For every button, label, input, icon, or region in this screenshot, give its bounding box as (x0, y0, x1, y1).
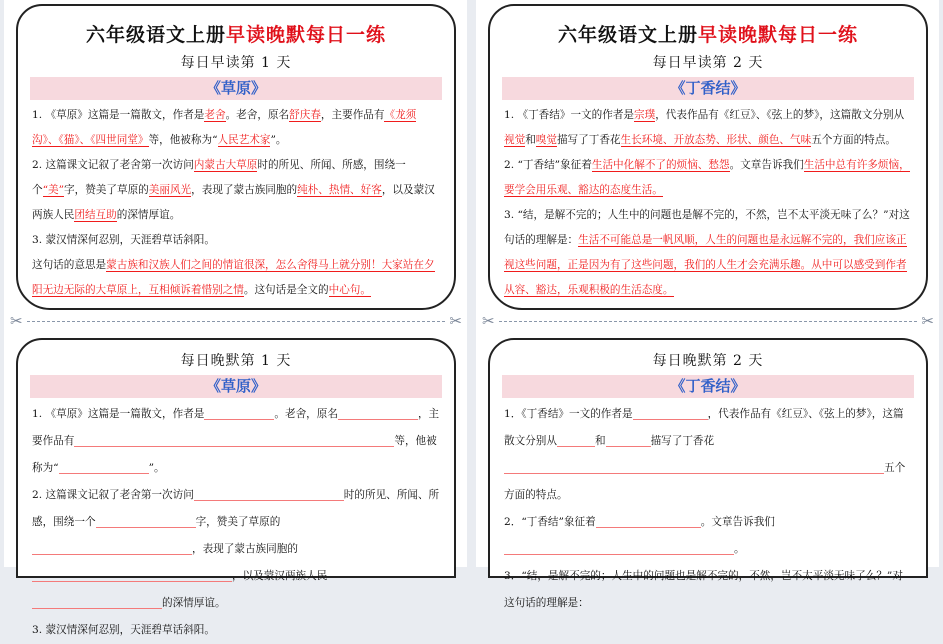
paragraph (504, 401, 912, 509)
question-text: 2. “丁香结”象征着 (504, 159, 592, 171)
question-text: 2. 这篇课文记叙了老舍第一次访问 (32, 159, 194, 171)
content (490, 398, 926, 617)
lesson-title: 《丁香结》 (502, 375, 914, 398)
fill-in-blank[interactable] (32, 595, 162, 609)
question-text: 。老舍，原名 (274, 408, 338, 420)
answer-text: 人民艺术家 (217, 134, 271, 146)
question-text: ，代表作品有《红豆》、《弦上的梦》，这篇散文分别从 (504, 408, 904, 447)
morning-reading-card (16, 4, 456, 310)
fill-in-blank[interactable] (204, 406, 274, 420)
answer-text: “美” (42, 184, 65, 196)
question-text: 。 (734, 543, 745, 555)
dashed-line (27, 321, 446, 322)
question-text: 描写了丁香花 (556, 134, 621, 146)
content (490, 100, 926, 303)
fill-in-blank[interactable] (59, 460, 149, 474)
paragraph (32, 482, 440, 617)
title-red: 早读晚默每日一练 (226, 24, 387, 46)
worksheet-page-2 (476, 0, 939, 609)
question-text: 3. “结，是解不完的；人生中的问题也是解不完的，不然，岂不太平淡无味了么？”对这句话的理解是： (504, 209, 910, 246)
fill-in-blank[interactable] (504, 460, 884, 474)
fill-in-blank[interactable] (32, 541, 192, 555)
paragraph (32, 253, 440, 303)
worksheet-title (18, 20, 454, 47)
answer-text: 舒庆春 (289, 109, 321, 121)
lesson-title: 《草原》 (30, 77, 442, 100)
fill-in-blank[interactable] (74, 433, 394, 447)
scissors-icon: ✂ (10, 312, 23, 330)
fill-in-blank[interactable] (504, 541, 734, 555)
morning-reading-card (488, 4, 928, 310)
answer-text: 生活不可能总是一帆风顺，人生的问题也是永远解不完的，我们应该正视这些问题，正是因为有了这些问题，我们的人生才会充满乐趣。从中可以感受到作者从容、豁达，乐观积极的生活态度。 (504, 234, 907, 296)
question-text: ”。 (148, 462, 165, 474)
answer-text: 宗璞 (634, 109, 656, 121)
fill-in-blank[interactable] (633, 406, 708, 420)
question-text: 五个方面的特点。 (811, 134, 896, 146)
answer-text: 美丽风光 (148, 184, 192, 196)
fill-in-blank[interactable] (557, 433, 595, 447)
answer-text: 《龙须沟》、《猫》、《四世同堂》 (32, 109, 417, 146)
worksheet-page-1 (4, 0, 467, 636)
answer-text: 嗅觉 (535, 134, 557, 146)
fill-in-blank[interactable] (596, 514, 701, 528)
question-text: 1. 《草原》这篇是一篇散文，作者是 (32, 408, 205, 420)
lesson-title: 《草原》 (30, 375, 442, 398)
question-text: ，表现了蒙古族同胞的 (191, 184, 298, 196)
answer-text: 中心句。 (328, 284, 371, 296)
question-text: 3．“结，是解不完的；人生中的问题也是解不完的，不然，岂不太平淡无味了么？”对这句话的理解是： (504, 570, 903, 609)
paragraph (504, 509, 912, 563)
answer-text: 视觉 (504, 134, 526, 146)
cut-line-divider (10, 314, 462, 328)
fill-in-blank[interactable] (32, 568, 232, 582)
answer-text: 纯朴、热情、好客 (297, 184, 382, 196)
paragraph (504, 103, 912, 153)
answer-text: 老舍 (204, 109, 226, 121)
question-text: 时的所见、所闻、所感，围绕一个 (32, 489, 440, 528)
question-text: 。文章告诉我们 (700, 516, 775, 528)
worksheet-title (490, 20, 926, 47)
question-text: 。这句话是全文的 (243, 284, 329, 296)
fill-in-blank[interactable] (606, 433, 651, 447)
question-text: 字，赞美了草原的 (64, 184, 149, 196)
title-red: 早读晚默每日一练 (698, 24, 859, 46)
question-text: 。文章告诉我们 (729, 159, 804, 171)
content (18, 100, 454, 303)
day-subtitle: 每日晚默第 2 天 (652, 353, 764, 369)
paragraph (504, 153, 912, 203)
title-black: 六年级语文上册 (557, 24, 698, 46)
answer-text: 内蒙古大草原 (193, 159, 258, 171)
answer-text: 蒙古族和汉族人们之间的情谊很深，怎么舍得马上就分别！大家站在夕阳无边无际的大草原上，互相倾诉着惜别之情 (32, 259, 435, 296)
question-text: 描写了丁香花 (650, 435, 715, 447)
question-text: 字，赞美了草原的 (195, 516, 281, 528)
paragraph (32, 153, 440, 228)
paragraph (32, 103, 440, 153)
fill-in-blank[interactable] (194, 487, 344, 501)
answer-text: 生活中化解不了的烦恼、愁怨 (591, 159, 730, 171)
scissors-icon: ✂ (449, 312, 462, 330)
question-text: 的深情厚谊。 (116, 209, 181, 221)
day-subtitle: 每日早读第 2 天 (652, 55, 764, 71)
fill-in-blank[interactable] (338, 406, 418, 420)
answer-text: 团结互助 (74, 209, 117, 221)
answer-text: 生长环境、开放态势、形状、颜色、气味 (620, 134, 812, 146)
scissors-icon: ✂ (482, 312, 495, 330)
question-text: 1. 《丁香结》一文的作者是 (504, 109, 635, 121)
dashed-line (499, 321, 918, 322)
question-text: 2．“丁香结”象征着 (504, 516, 596, 528)
paragraph (504, 563, 912, 617)
cut-line-divider (482, 314, 934, 328)
question-text: 3. 蒙汉情深何忍别，天涯碧草话斜阳。 (32, 624, 215, 636)
question-text: 和 (594, 435, 606, 447)
question-text: ，以及蒙汉两族人民 (32, 184, 435, 221)
question-text: 。老舍，原名 (225, 109, 290, 121)
question-text: 1．《丁香结》一文的作者是 (504, 408, 633, 420)
question-text: ，以及蒙汉两族人民 (232, 570, 328, 582)
question-text: 2. 这篇课文记叙了老舍第一次访问 (32, 489, 194, 501)
lesson-title: 《丁香结》 (502, 77, 914, 100)
fill-in-blank[interactable] (96, 514, 196, 528)
question-text: 时的所见、所闻、所感，围绕一个 (32, 159, 406, 196)
question-text: ，代表作品有《红豆》、《弦上的梦》，这篇散文分别从 (655, 109, 905, 121)
paragraph (32, 617, 440, 644)
day-subtitle: 每日晚默第 1 天 (180, 353, 292, 369)
question-text: 五个方面的特点。 (504, 462, 906, 501)
question-text: ”。 (270, 134, 287, 146)
day-subtitle: 每日早读第 1 天 (180, 55, 292, 71)
evening-dictation-card (488, 338, 928, 609)
scissors-icon: ✂ (921, 312, 934, 330)
question-text: 1. 《草原》这篇是一篇散文，作者是 (32, 109, 205, 121)
evening-dictation-card (16, 338, 456, 636)
question-text: 等，他被称为“ (148, 134, 218, 146)
paragraph (32, 401, 440, 482)
question-text: 3. 蒙汉情深何忍别，天涯碧草话斜阳。 (32, 234, 215, 246)
paragraph (32, 228, 440, 253)
question-text: ，表现了蒙古族同胞的 (192, 543, 298, 555)
title-black: 六年级语文上册 (85, 24, 226, 46)
answer-text: 生活中总有许多烦恼，要学会用乐观、豁达的态度生活。 (504, 159, 910, 196)
paragraph (504, 203, 912, 303)
question-text: 这句话的意思是 (32, 259, 107, 271)
content (18, 398, 454, 644)
question-text: ，主要作品有 (32, 408, 440, 447)
question-text: 和 (525, 134, 536, 146)
question-text: ，主要作品有 (320, 109, 385, 121)
question-text: 的深情厚谊。 (162, 597, 226, 609)
question-text: 等，他被称为“ (32, 435, 437, 474)
